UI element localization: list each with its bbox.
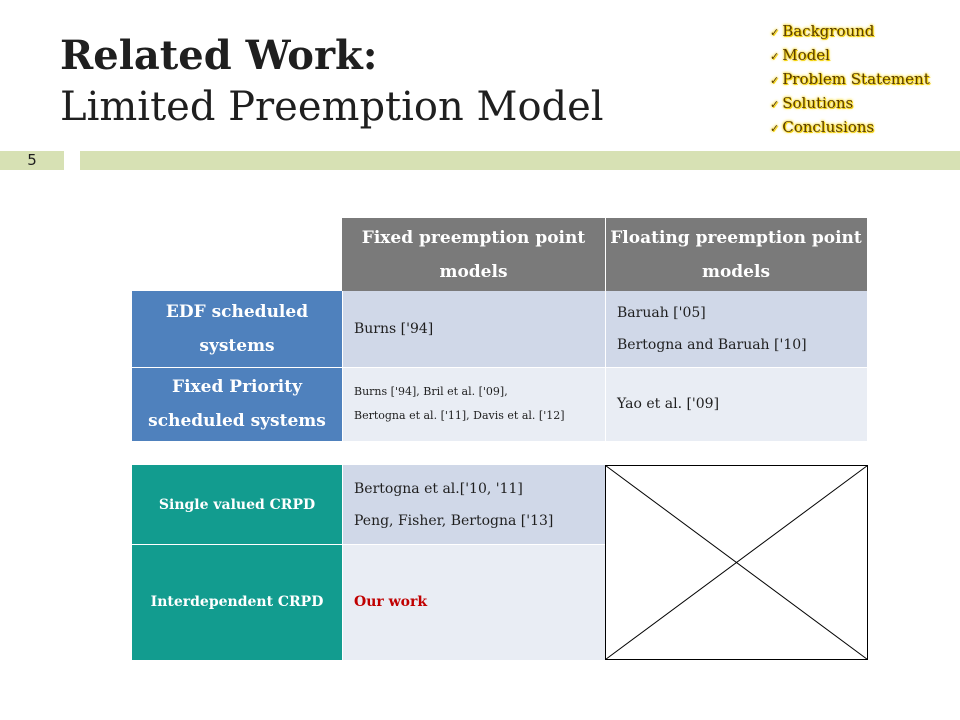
cell-edf-fixed bbox=[342, 291, 605, 367]
citation: Peng, Fisher, Bertogna ['13] bbox=[354, 512, 554, 529]
row-header-fixed-priority bbox=[132, 367, 342, 441]
col-header-fixed bbox=[342, 218, 605, 291]
check-icon: ✓ bbox=[770, 98, 780, 111]
citation: Yao et al. ['09] bbox=[617, 396, 720, 412]
title-line-1: Related Work: bbox=[60, 32, 378, 79]
cell-fp-fixed bbox=[342, 367, 605, 441]
divider bbox=[132, 367, 867, 368]
nav-item-background[interactable] bbox=[770, 20, 930, 44]
check-icon: ✓ bbox=[770, 50, 780, 63]
col-header-floating-label: Floating preemption point models bbox=[610, 227, 862, 282]
divider bbox=[132, 544, 605, 545]
nav-item-solutions[interactable] bbox=[770, 92, 930, 116]
cell-single-crpd-fixed bbox=[342, 465, 605, 544]
citation: Bertogna et al.['10, '11] bbox=[354, 480, 523, 497]
check-icon: ✓ bbox=[770, 122, 780, 135]
col-header-floating bbox=[605, 218, 867, 291]
nav-item-label: Model bbox=[782, 46, 830, 64]
row-header-interdependent-crpd-label: Interdependent CRPD bbox=[150, 594, 324, 610]
cell-edf-floating bbox=[605, 291, 867, 367]
cell-fp-floating bbox=[605, 367, 867, 441]
nav-item-label: Conclusions bbox=[782, 118, 875, 136]
not-applicable-cross-box bbox=[605, 465, 868, 660]
citation: Bertogna and Baruah ['10] bbox=[617, 337, 807, 353]
row-header-single-crpd-label: Single valued CRPD bbox=[158, 496, 316, 513]
divider bbox=[342, 291, 343, 441]
title-line-2: Limited Preemption Model bbox=[60, 83, 604, 130]
nav-item-model[interactable] bbox=[770, 44, 930, 68]
divider bbox=[605, 218, 606, 441]
page-number: 5 bbox=[27, 151, 37, 169]
citation: Baruah ['05] bbox=[617, 305, 706, 321]
citation: Bertogna et al. ['11], Davis et al. ['12] bbox=[354, 409, 565, 422]
nav-item-problem-statement[interactable] bbox=[770, 68, 930, 92]
cell-our-work bbox=[342, 544, 605, 660]
check-icon: ✓ bbox=[770, 26, 780, 39]
col-header-fixed-label: Fixed preemption point models bbox=[361, 227, 586, 282]
check-icon: ✓ bbox=[770, 74, 780, 87]
row-header-edf-label: EDF scheduled systems bbox=[165, 302, 309, 356]
nav-item-label: Solutions bbox=[782, 94, 854, 112]
slide-title bbox=[60, 34, 604, 130]
nav-item-label: Problem Statement bbox=[782, 70, 930, 88]
citation: Burns ['94] bbox=[354, 321, 434, 337]
our-work-label: Our work bbox=[354, 594, 428, 610]
nav-item-conclusions[interactable] bbox=[770, 116, 930, 140]
divider bbox=[342, 465, 343, 660]
row-header-edf bbox=[132, 291, 342, 367]
row-header-single-crpd bbox=[132, 465, 342, 544]
row-header-interdependent-crpd bbox=[132, 544, 342, 660]
page-number-box bbox=[0, 151, 64, 170]
title-bar bbox=[80, 151, 960, 170]
citation: Burns ['94], Bril et al. ['09], bbox=[354, 385, 508, 398]
section-nav bbox=[770, 20, 930, 140]
nav-item-label: Background bbox=[782, 22, 875, 40]
row-header-fixed-priority-label: Fixed Priority scheduled systems bbox=[148, 377, 326, 431]
